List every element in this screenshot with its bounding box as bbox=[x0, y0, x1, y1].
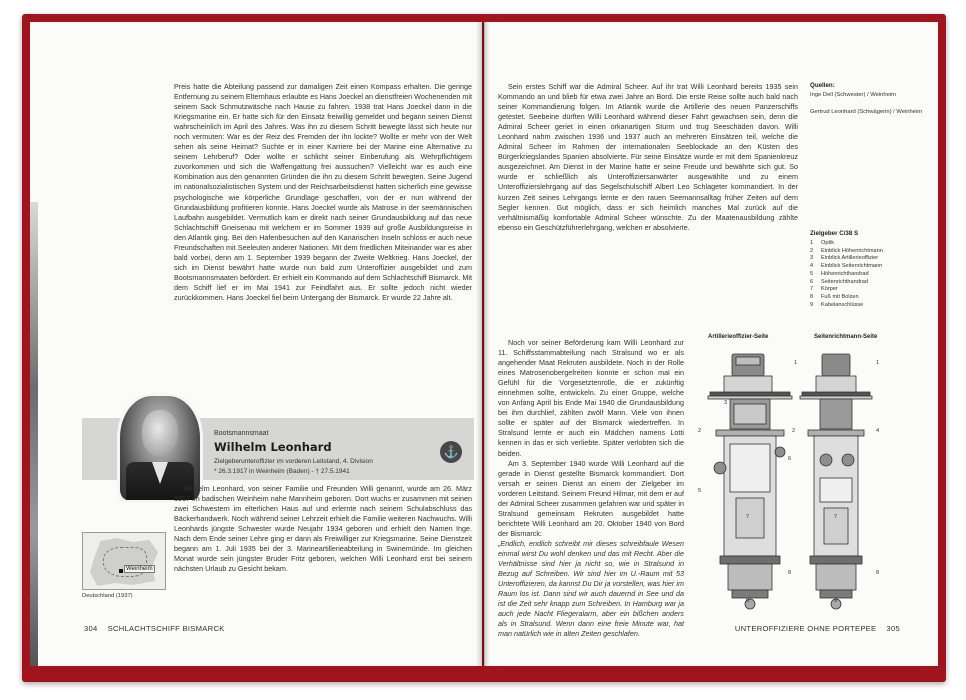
page-number: 304 bbox=[84, 624, 98, 633]
book-gutter bbox=[476, 22, 490, 666]
legend-item: 1 Optik bbox=[810, 240, 835, 246]
callout-label: 8 bbox=[788, 570, 792, 576]
left-page-text-top bbox=[174, 82, 472, 303]
location-map bbox=[82, 532, 166, 590]
profile-box bbox=[82, 396, 474, 488]
right-folio bbox=[735, 624, 900, 633]
left-page-text-bottom bbox=[174, 484, 472, 574]
legend-list bbox=[810, 240, 928, 309]
legend-item: 7 Körper bbox=[810, 286, 838, 293]
source-line: Gertrud Leonhard (Schwägerin) / Weinheim bbox=[810, 109, 923, 115]
map-caption: Deutschland (1937) bbox=[82, 593, 133, 599]
legend-item: 4 Einblick Seitenrichtmann bbox=[810, 263, 883, 270]
letter-quote bbox=[498, 539, 684, 639]
profile-dates: * 26.3.1917 in Weinheim (Baden) - † 27.5.1941 bbox=[214, 468, 350, 475]
figure-caption-left: Artillerieoffizier-Seite bbox=[708, 334, 769, 340]
callout-label: 2 bbox=[792, 428, 796, 434]
source-line: Inge Dell (Schwester) / Weinheim bbox=[810, 92, 896, 98]
paragraph: Am 3. September 1940 wurde Willi Leonhard auf die gerade in Dienst gestellte Bismarck kommandiert. Dort versah er seinen Dienst an einem der Zielgeber im vorderen Leitstand. Seinem Freund Hilmar, mit dem er auf der Admiral Scheer zusammen gefahren war und später in Stralsund gemeinsam Rekruten ausgebildet hatte berichtete Willi Leonhard am 20. Oktober 1940 von Bord der Bismarck: bbox=[498, 458, 684, 538]
left-folio bbox=[84, 624, 225, 633]
quote-text: „Endlich, endlich schreibt mir dieses schreibfaule Wesen einmal wirst Du wohl denken und das mit Recht. Aber die Verhältnisse sind hier ja nicht so, wie in Stralsund in Bezug auf Schreiben. Wir sind hier im U.-Raum mit 53 Unteroffizieren, da kannst Du Dir ja vorstellen, was hier im Raum los ist. Dann sind wir auch dauernd in See und da ist die Zeit sehr knapp zum Schreiben. In Hamburg war ja auch jede Nacht Fliegeralarm, aber ein bißchen anders als in Stralsund. Wenn dann eine freie Minute war, hat man natürlich wie in alten Zeiten geschlafen. bbox=[498, 538, 684, 639]
callout-label: 8 bbox=[876, 570, 880, 576]
profile-role: Zielgeberunteroffizier im vorderen Leitstand, 4. Division bbox=[214, 458, 373, 465]
callout-label: 1 bbox=[794, 360, 798, 366]
rangefinder-drawing-trainer-side bbox=[796, 348, 876, 612]
paragraph: Wilhelm Leonhard, von seiner Familie und Freunden Willi genannt, wurde am 26. März 1917 im badischen Weinheim nahe Mannheim geboren. Dort wuchs er zusammen mit seinen zwei Schwestern im elterlichen Haus auf und erlernte nach seinem Schulabschluss das Bäckerhandwerk. Noch während seiner Lehrzeit erhielt die Familie weiteren Nachwuchs. Willi Leonhards jüngste Schwester wurde Neujahr 1934 geboren und erhielt den Namen Inge. Nach dem Ende seiner Lehre ging er dann als Freiwilliger zur Kriegsmarine. Seine Dienstzeit begann am 1. Juli 1935 bei der 3. Marineartillerieabteilung in Swinemünde. Im gleichen Monat wurde sein jüngster Bruder Fritz geboren, welchen Willi Leonhard erst bei seinem nächsten Urlaub zu Gesicht bekam. bbox=[174, 484, 472, 574]
callout-label: 4 bbox=[876, 428, 880, 434]
edge-photo-strip bbox=[30, 202, 38, 666]
callout-label: 9 bbox=[834, 598, 838, 604]
profile-rank: Bootsmannsmaat bbox=[214, 430, 269, 437]
callout-label: 7 bbox=[746, 514, 750, 520]
legend-title: Zielgeber C/38 S bbox=[810, 230, 859, 237]
page-number: 305 bbox=[886, 624, 900, 633]
callout-label: 3 bbox=[724, 400, 728, 406]
callout-label: 2 bbox=[698, 428, 702, 434]
paragraph: Noch vor seiner Beförderung kam Willi Leonhard zur 11. Schiffsstammabteilung nach Stralsund wo er als angehender Maat Rekruten ausbildete. Noch in der Rolle eines Matrosenobergefreiten konnte er schon mal ein Gefühl für die Vorgesetztenrolle, die er zukünftig einnehmen sollte, entwickeln. Zu einer Gruppe, welche von Anfang April bis Ende Mai 1940 die Grundausbildung bei ihm durchlief, zählten zwölf Mann. Viele von ihnen sollte er später auf der Bismarck wiedertreffen. In Stralsund lernte er auch ein Mädchen namens Lotti kennen in das er sich verliebte. Später verlobten sich die beiden. bbox=[498, 338, 684, 458]
figure-caption-right: Seitenrichtmann-Seite bbox=[814, 334, 878, 340]
running-title: UNTEROFFIZIERE OHNE PORTEPEE bbox=[734, 624, 877, 633]
right-page-text-column bbox=[498, 338, 684, 639]
map-marker bbox=[119, 569, 123, 573]
callout-label: 9 bbox=[746, 598, 750, 604]
paragraph: Preis hatte die Abteilung passend zur damaligen Zeit einen Kompass erhalten. Die geringe Entfernung zu seinem Elternhaus erlaubte es Hans Joeckel an dienstfreien Wochenenden mit seinem Sack Schmutzwäsche nach Hause zu fahren. 1938 trat Hans Joeckel dann in die Kriegsmarine ein. Er hatte sich für den Einsatz freiwillig gemeldet und begann seinen Dienst wahrscheinlich im April des Jahres. Was ihn zu diesem Schritt bewegte lässt sich heute nur noch vermuten: War es der Reiz des Fremden der ihn lockte? Wollte er mehr von der Welt sehen als seine Heimat? Suchte er in einer Karriere bei der Marine eine Alternative zu seinem Lehrberuf? Oder wollte er schlicht seiner Einberufung als Wehrpflichtigem zuvorkommen und sich die Waffengattung frei aussuchen? Vielleicht war es auch eine Kombination aus den genannten Gründen die ihn zu diesem Schritt bewegten. Seine Jugend im nationalsozialistischen System und der Reichsarbeitsdienst hatten sicherlich eine gewisse psychologische wie körperliche Grundlage geschaffen, von der er nun während der Grundausbildung profitieren konnte. Hans Joeckel wurde als Matrose in der seemännischen Laufbahn ausgebildet. Vermutlich kam er direkt nach seiner Grundausbildung auf das neue Schlachtschiff Gneisenau mit welchem er im Sommer 1939 auf große Ausbildungsreise in den Atlantik ging. Bei den Hafenbesuchen auf den Kanarischen Inseln schloss er auch neue Freundschaften mit Seeleuten anderer Nationen. Mit dem friedlichen Miteinander war es aber bald vorbei, denn am 1. September 1939 begann der Zweite Weltkrieg. Hans Joeckel, der sich im Dienst bewährt hatte wurde nun bald zum Unteroffizier ausgebildet und zum Bootsmannsmaaten befördert. Er erhielt ein Kommando auf dem Schlachtschiff Bismarck. Mit dem Schiff lief er im Mai 1941 zur Feindfahrt aus. Er sollte jedoch nicht wieder zurückkommen. Hans Joeckel fiel beim Untergang der Bismarck. Er wurde 22 Jahre alt. bbox=[174, 82, 472, 302]
paragraph: Sein erstes Schiff war die Admiral Scheer. Auf ihr trat Willi Leonhard bereits 1935 sein Kommando an und blieb für etwa zwei Jahre an Bord. Die erste Reise sollte auch bald nach seiner Kommandierung folgen. Im Atlantik wurde die Artillerie des neuen Panzerschiffs getestet. Seebeine dürften Willi Leonhard während dieser Fahrt gewachsen sein, denn die Admiral Scheer geriet in einen orkanartigen Sturm und trug Seeschäden davon. Willi Leonhard nahm zwischen 1936 und 1937 auch an mehreren Einsätzen teil, welche die Admiral Scheer im Rahmen der internationalen Seeblockade an den Küsten des Bürgerkriegslandes Spanien absolvierte. Für seine Einsätze wurde er mit dem Spanienkreuz ausgezeichnet. Am Dienst in der Marine hatte er seine Freude und bewährte sich gut. So wurde er schließlich als Unteroffiziersanwärter ausgewählte und zu einem Unteroffizierslehrgang auf das Segelschulschiff Albert Leo Schlageter kommandiert. In der kurzen Zeit seines Lehrgangs lernte er den rauen Seemannsalltag früher Zeiten auf dem Segler kennen. Gut möglich, dass er sich heimlich manches Mal zurück auf die verhältnismäßig komfortable Admiral Scheer wünschte. Zu der Maatenausbildung zählte ebenso ein Geschützführerlehrgang, welchen er absolvierte. bbox=[498, 82, 798, 232]
running-title: SCHLACHTSCHIFF BISMARCK bbox=[107, 624, 225, 633]
callout-label: 1 bbox=[876, 360, 880, 366]
rangefinder-drawing-officer-side bbox=[706, 348, 794, 612]
legend-item: 8 Fuß mit Bolzen bbox=[810, 293, 859, 300]
anchor-icon: ⚓ bbox=[440, 441, 462, 463]
callout-label: 5 bbox=[698, 488, 702, 494]
callout-label: 6 bbox=[788, 456, 792, 462]
left-page bbox=[30, 22, 482, 666]
callout-label: 7 bbox=[834, 514, 838, 520]
portrait-face bbox=[142, 410, 178, 456]
sources-title: Quellen: bbox=[810, 82, 835, 89]
profile-name: Wilhelm Leonhard bbox=[214, 440, 332, 454]
legend-item: 6 Seitenrichthandrad bbox=[810, 278, 868, 285]
right-page bbox=[484, 22, 938, 666]
right-page-text-main bbox=[498, 82, 798, 233]
legend-item: 5 Höhenrichthandrad bbox=[810, 270, 869, 277]
legend-item: 3 Einblick Artillerieoffizier bbox=[810, 255, 879, 262]
map-label: Weinheim bbox=[126, 566, 153, 572]
legend-item: 9 Kabelanschlüsse bbox=[810, 301, 864, 308]
legend-item: 2 Einblick Höhenrichtmann bbox=[810, 247, 883, 254]
